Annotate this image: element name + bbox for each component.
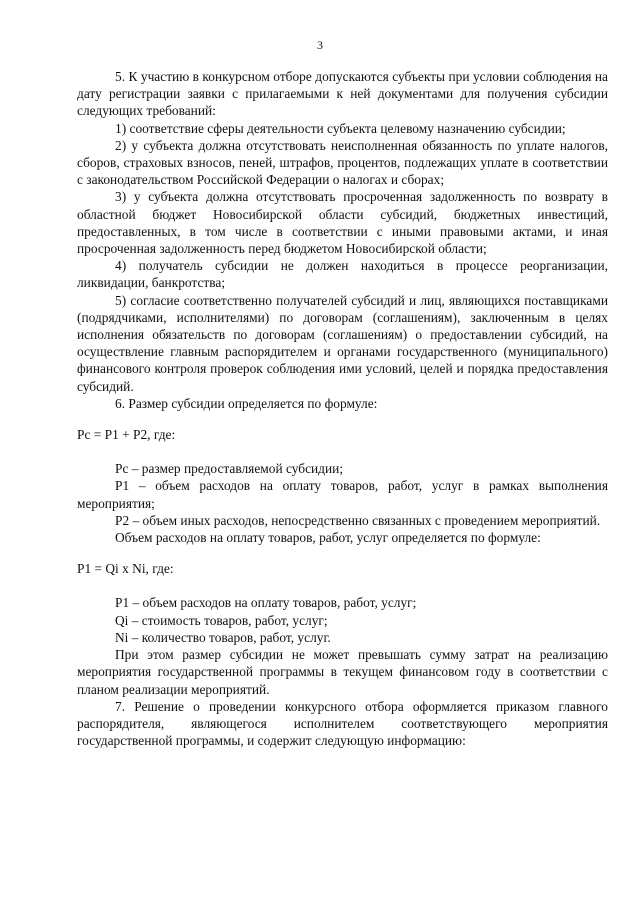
formula-subsidy: Рс = Р1 + Р2, где: xyxy=(77,427,176,443)
paragraph-7: 7. Решение о проведении конкурсного отбора оформляется приказом главного распорядителя, являющегося исполнителем соответствующего мероприятия государственной программы, и содержит следующую информацию: xyxy=(77,698,608,749)
paragraph-5-item-1: 1) соответствие сферы деятельности субъекта целевому назначению субсидии; xyxy=(115,120,566,136)
definition-p1-volume: Р1 – объем расходов на оплату товаров, работ, услуг; xyxy=(115,595,417,611)
document-body xyxy=(77,68,608,749)
definition-rc: Рс – размер предоставляемой субсидии; xyxy=(115,461,344,477)
paragraph-volume: Объем расходов на оплату товаров, работ, услуг определяется по формуле: xyxy=(115,530,541,546)
definition-p1: Р1 – объем расходов на оплату товаров, работ, услуг в рамках выполнения мероприятия; xyxy=(77,478,608,511)
paragraph-limit: При этом размер субсидии не может превышать сумму затрат на реализацию мероприятия государственной программы в текущем финансовом году в соответствии с планом реализации мероприятий. xyxy=(77,647,608,697)
paragraph-5-item-4: 4) получатель субсидии не должен находиться в процессе реорганизации, ликвидации, банкротства; xyxy=(77,258,608,291)
paragraph-5-item-3: 3) у субъекта должна отсутствовать просроченная задолженность по возврату в областной бюджет Новосибирской области субсидий, бюджетных инвестиций, предоставленных, в том числе в соответствии с иными правовыми актами, и иная просроченная задолженность перед бюджетом Новосибирской области; xyxy=(77,189,608,257)
definition-ni: Ni – количество товаров, работ, услуг. xyxy=(115,629,331,645)
paragraph-5: 5. К участию в конкурсном отборе допускаются субъекты при условии соблюдения на дату регистрации заявки с прилагаемыми к ней документами для получения субсидии следующих требований: xyxy=(77,69,608,119)
paragraph-6: 6. Размер субсидии определяется по формуле: xyxy=(115,395,378,411)
page-number: 3 xyxy=(317,38,323,52)
definition-p2: Р2 – объем иных расходов, непосредственно связанных с проведением мероприятий. xyxy=(115,512,601,528)
paragraph-5-item-5: 5) согласие соответственно получателей субсидий и лиц, являющихся поставщиками (подрядчиками, исполнителями) по договорам (соглашениям), заключенным в целях исполнения обязательств по договорам (соглашениям) о предоставлении субсидий, на осуществление главным распорядителем и органами государственного (муниципального) финансового контроля проверок соблюдения ими условий, целей и порядка предоставления субсидий. xyxy=(77,292,608,394)
paragraph-5-item-2: 2) у субъекта должна отсутствовать неисполненная обязанность по уплате налогов, сборов, страховых взносов, пеней, штрафов, процентов, подлежащих уплате в соответствии с законодательством Российской Федерации о налогах и сборах; xyxy=(77,137,608,188)
formula-volume: Р1 = Qi x Ni, где: xyxy=(77,561,174,577)
definition-qi: Qi – стоимость товаров, работ, услуг; xyxy=(115,612,328,628)
